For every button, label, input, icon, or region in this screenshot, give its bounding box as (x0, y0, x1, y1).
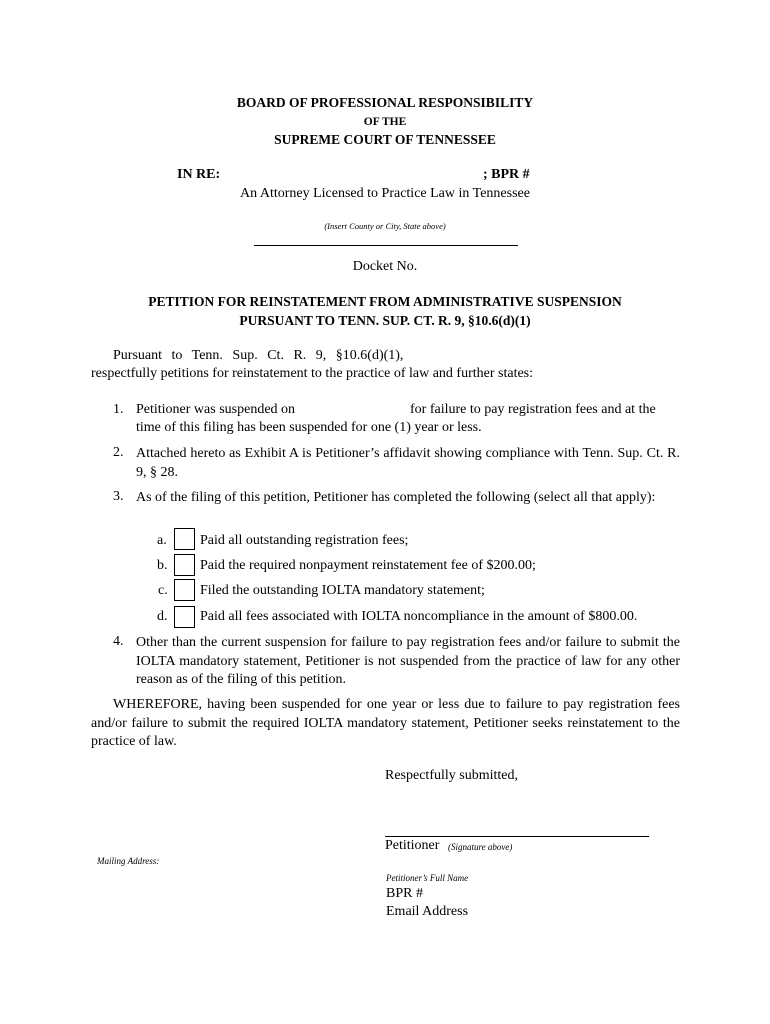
item-2-number: 2. (113, 445, 124, 460)
header-line-2: OF THE (363, 116, 407, 128)
checkbox-d[interactable] (174, 606, 195, 628)
petitioner-label: Petitioner (385, 838, 440, 853)
bpr-label: ; BPR # (483, 167, 530, 182)
item-3-number: 3. (113, 489, 124, 504)
checklist-d-letter: d. (157, 609, 168, 624)
title-line-2: PURSUANT TO TENN. SUP. CT. R. 9, §10.6(d)(1) (239, 313, 531, 328)
header-line-3: SUPREME COURT OF TENNESSEE (274, 132, 496, 147)
county-note: (Insert County or City, State above) (324, 221, 446, 231)
signature-line[interactable] (385, 836, 649, 837)
wherefore-paragraph: WHEREFORE, having been suspended for one year or less due to failure to pay registration fees and/or failure to submit the required IOLTA mandatory statement, Petitioner seeks reinstatement to the practice of law. (91, 697, 680, 749)
mailing-address-label: Mailing Address: (97, 856, 160, 866)
title-line-1: PETITION FOR REINSTATEMENT FROM ADMINISTRATIVE SUSPENSION (148, 294, 622, 309)
checklist-b-label: Paid the required nonpayment reinstatement fee of $200.00; (200, 558, 536, 573)
item-3-text: As of the filing of this petition, Petitioner has completed the following (select all that apply): (136, 490, 656, 505)
item-2-text: Attached hereto as Exhibit A is Petitioner’s affidavit showing compliance with Tenn. Sup. Ct. R. 9, § 28. (136, 446, 680, 480)
item-1-text-b: for failure to pay registration fees and at the (410, 402, 656, 417)
checklist-d-label: Paid all fees associated with IOLTA noncompliance in the amount of $800.00. (200, 609, 638, 624)
full-name-note: Petitioner’s Full Name (386, 873, 469, 883)
county-blank-line (254, 245, 518, 246)
item-1-text-a: Petitioner was suspended on (136, 402, 296, 417)
intro-line-1: Pursuant to Tenn. Sup. Ct. R. 9, §10.6(d)(1), (113, 348, 404, 363)
item-1-number: 1. (113, 402, 124, 417)
checklist-b-letter: b. (157, 558, 168, 573)
item-1-text-c: time of this filing has been suspended for one (1) year or less. (136, 420, 482, 435)
licensed-attorney-line: An Attorney Licensed to Practice Law in Tennessee (240, 186, 530, 201)
signature-note: (Signature above) (448, 842, 513, 852)
item-4-number: 4. (113, 634, 124, 649)
checklist-a-label: Paid all outstanding registration fees; (200, 533, 409, 548)
checkbox-c[interactable] (174, 579, 195, 601)
bpr-number-label: BPR # (386, 886, 423, 901)
checklist-a-letter: a. (157, 533, 167, 548)
header-line-1: BOARD OF PROFESSIONAL RESPONSIBILITY (236, 95, 534, 110)
respectfully-submitted: Respectfully submitted, (385, 768, 518, 783)
checklist-c-label: Filed the outstanding IOLTA mandatory statement; (200, 583, 485, 598)
item-4-text: Other than the current suspension for failure to pay registration fees and/or failure to submit the IOLTA mandatory statement, Petitioner is not suspended from the practice of law for any other reason as of the filing of this petition. (136, 635, 680, 687)
checklist-c-letter: c. (158, 583, 168, 598)
checkbox-a[interactable] (174, 528, 195, 550)
email-address-label: Email Address (386, 904, 469, 919)
intro-line-2: respectfully petitions for reinstatement to the practice of law and further states: (91, 366, 534, 381)
in-re-label: IN RE: (177, 167, 221, 182)
docket-label: Docket No. (352, 259, 418, 274)
checkbox-b[interactable] (174, 554, 195, 576)
